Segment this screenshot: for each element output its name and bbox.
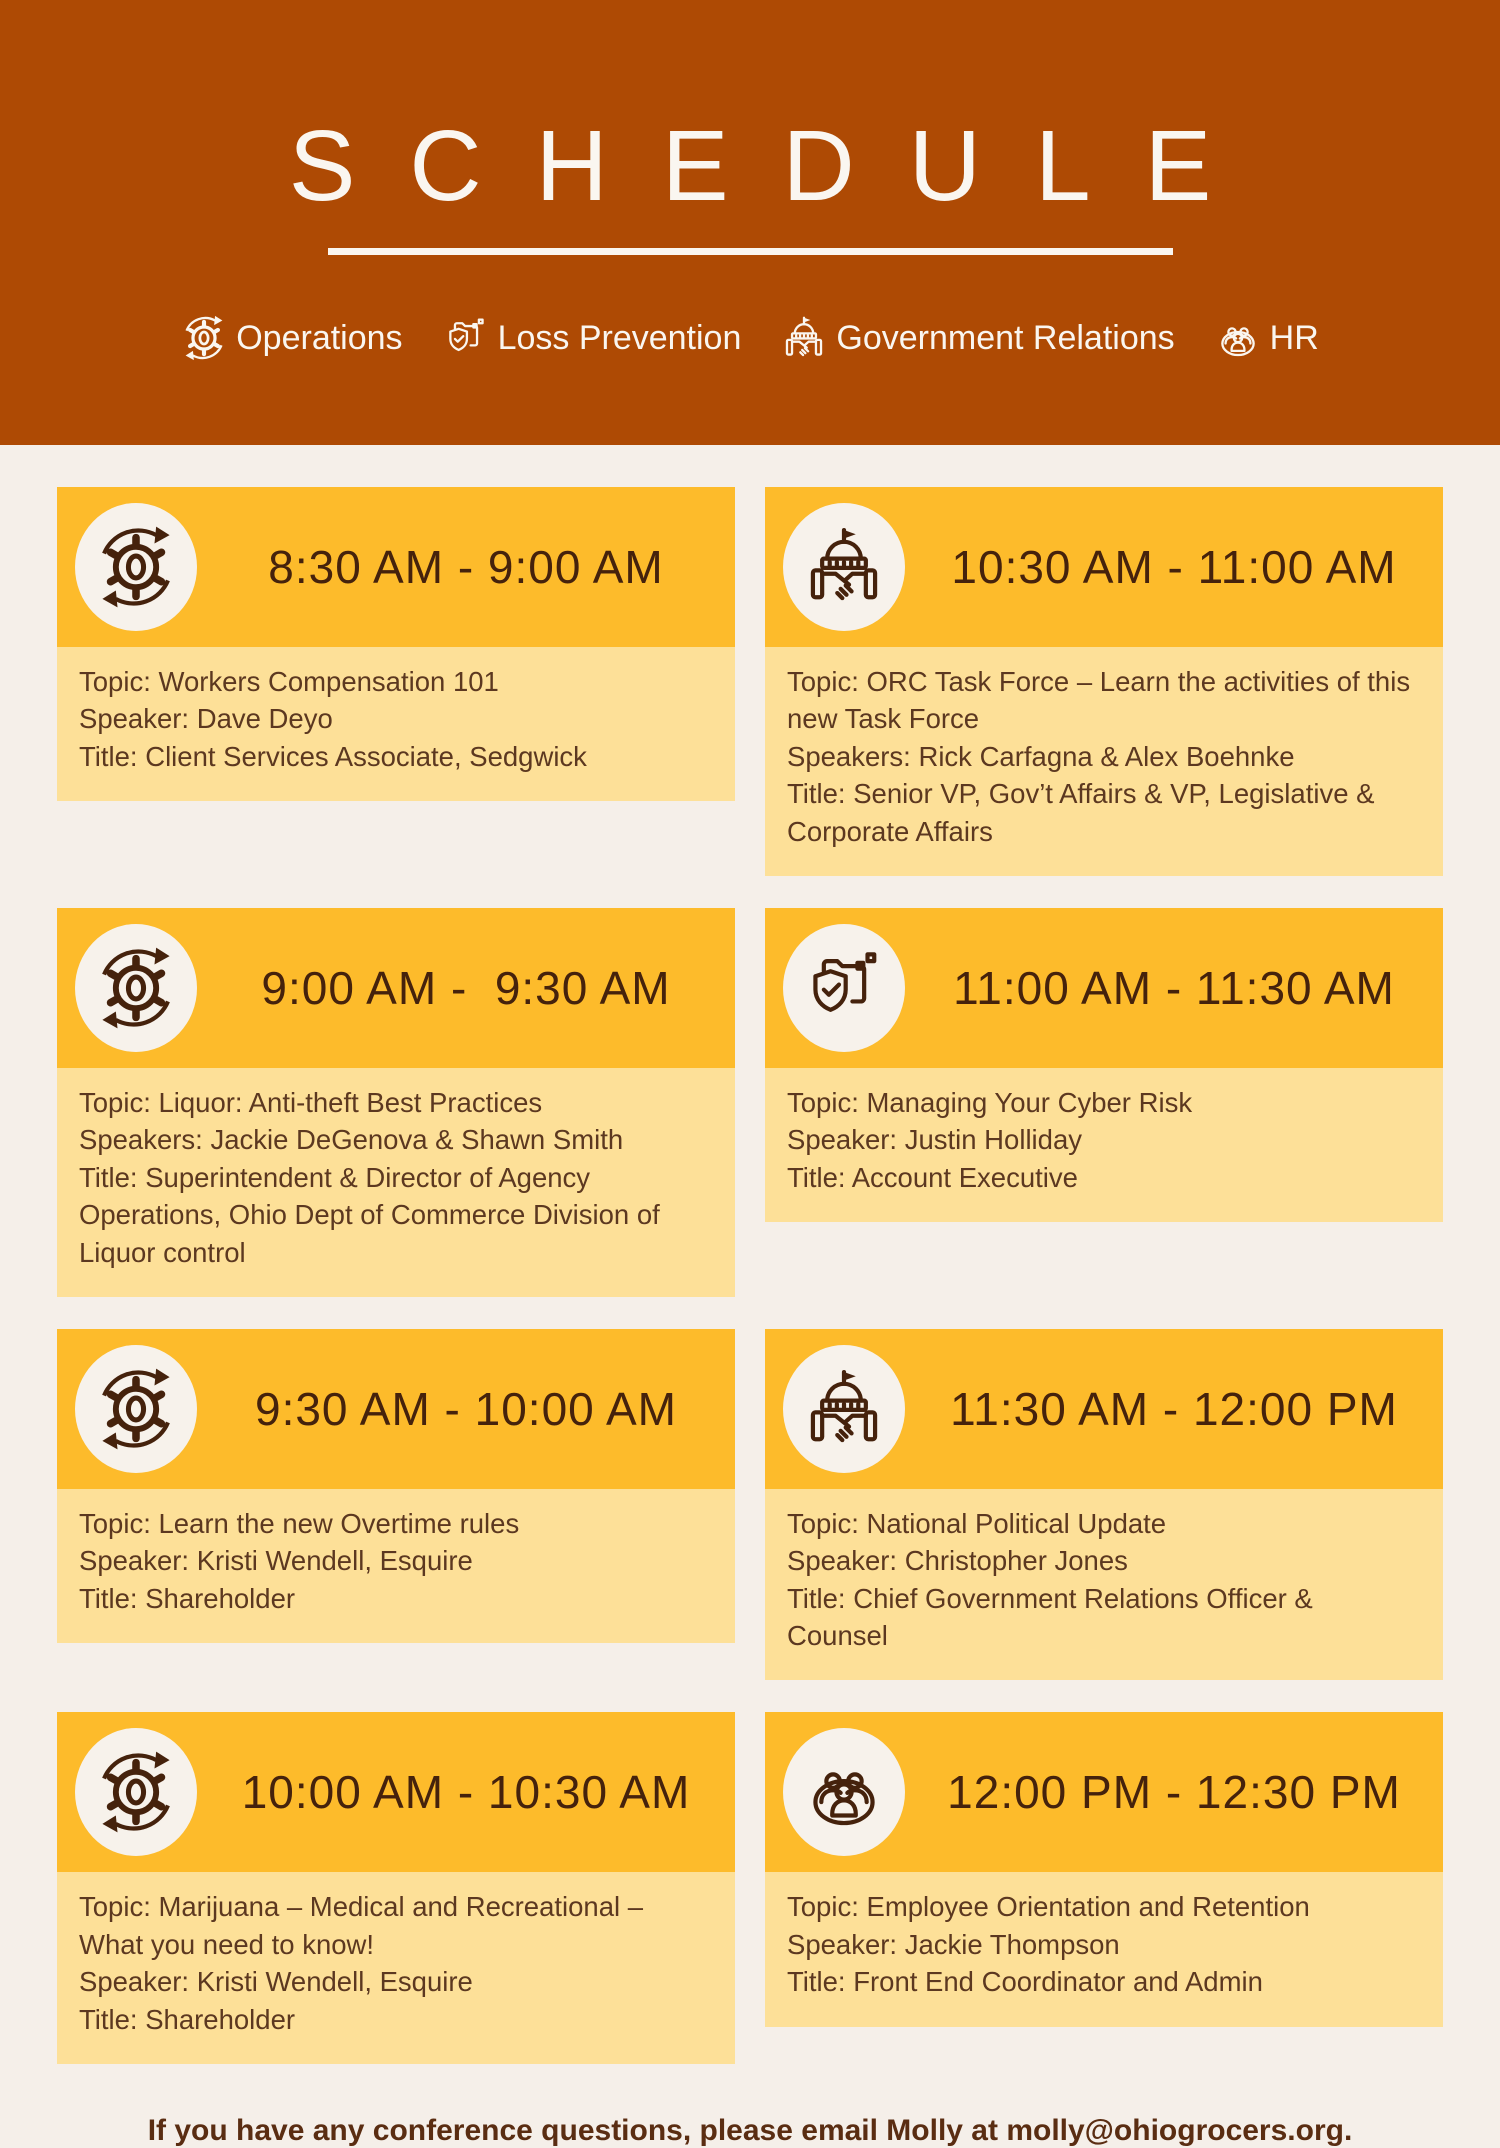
time-range: 8:30 AM - 9:00 AM <box>268 541 664 593</box>
session-topic: Topic: Workers Compensation 101 <box>79 666 499 697</box>
icon-badge <box>75 1728 197 1856</box>
icon-badge <box>783 924 905 1052</box>
card-header <box>765 908 1443 1068</box>
time-range: 10:00 AM - 10:30 AM <box>241 1766 691 1819</box>
card-header <box>57 908 735 1068</box>
legend-item-loss-prevention <box>443 315 742 361</box>
time-range: 12:00 PM - 12:30 PM <box>947 1766 1401 1819</box>
legend-item-hr <box>1215 315 1319 361</box>
session-speaker: Speaker: Kristi Wendell, Esquire <box>79 1966 473 1998</box>
legend-item-government-relations <box>781 315 1174 361</box>
session-topic: Topic: Managing Your Cyber Risk <box>787 1086 1193 1118</box>
session-title: Title: Client Services Associate, Sedgwick <box>79 740 587 772</box>
footer-note: If you have any conference questions, please email Molly at molly@ohiogrocers.org. <box>147 2114 1353 2148</box>
title-underline <box>328 248 1173 255</box>
government-relations-icon <box>802 525 886 609</box>
legend <box>181 315 1319 361</box>
card-body <box>765 1068 1443 1222</box>
card-body <box>57 647 735 801</box>
icon-badge <box>75 503 197 631</box>
legend-label: Government Relations <box>836 318 1175 357</box>
session-speaker: Speaker: Christopher Jones <box>787 1545 1128 1577</box>
legend-label: Operations <box>236 318 403 357</box>
session-card <box>765 1329 1443 1681</box>
session-title: Title: Senior VP, Gov’t Affairs & VP, Legislative & Corporate Affairs <box>787 778 1375 847</box>
card-header <box>765 1712 1443 1872</box>
government-relations-icon <box>802 1367 886 1451</box>
session-topic: Topic: ORC Task Force – Learn the activities of this new Task Force <box>787 666 1411 735</box>
time-range: 11:00 AM - 11:30 AM <box>953 961 1395 1014</box>
card-header <box>765 1329 1443 1489</box>
operations-icon <box>181 315 227 361</box>
session-card <box>765 487 1443 876</box>
legend-label: Loss Prevention <box>497 318 742 357</box>
session-card <box>57 487 735 801</box>
card-body <box>57 1489 735 1643</box>
session-topic: Topic: Employee Orientation and Retention <box>787 1891 1310 1923</box>
session-speaker: Speaker: Justin Holliday <box>787 1124 1083 1156</box>
session-speaker: Speaker: Jackie Thompson <box>787 1928 1120 1960</box>
loss-prevention-icon <box>802 946 886 1030</box>
session-title: Title: Account Executive <box>787 1161 1078 1193</box>
legend-label: HR <box>1269 318 1319 357</box>
legend-item-operations <box>181 315 402 361</box>
operations-icon <box>94 946 178 1030</box>
icon-badge <box>783 1345 905 1473</box>
time-range: 9:30 AM - 10:00 AM <box>254 1382 677 1435</box>
session-speaker: Speakers: Jackie DeGenova & Shawn Smith <box>79 1124 624 1156</box>
sessions-grid <box>0 445 1500 2064</box>
operations-icon <box>94 1750 178 1834</box>
session-card <box>765 908 1443 1222</box>
session-topic: Topic: Marijuana – Medical and Recreational – What you need to know! <box>79 1891 644 1960</box>
session-speaker: Speakers: Rick Carfagna & Alex Boehnke <box>787 740 1295 772</box>
time-range: 11:30 AM - 12:00 PM <box>950 1382 1398 1435</box>
hr-icon <box>802 1750 886 1834</box>
card-header <box>765 487 1443 647</box>
card-body <box>765 1489 1443 1681</box>
card-header <box>57 1329 735 1489</box>
session-topic: Topic: National Political Update <box>787 1507 1167 1539</box>
session-card <box>57 908 735 1297</box>
icon-badge <box>75 1345 197 1473</box>
card-body <box>765 647 1443 876</box>
government-relations-icon <box>781 315 827 361</box>
time-range: 10:30 AM - 11:00 AM <box>951 541 1397 593</box>
session-title: Title: Shareholder <box>79 1582 296 1614</box>
page-title: SCHEDULE <box>288 110 1266 222</box>
session-title: Title: Superintendent & Director of Agency Operations, Ohio Dept of Commerce Division of Liquor control <box>79 1161 660 1268</box>
session-title: Title: Front End Coordinator and Admin <box>787 1966 1263 1998</box>
hero-band <box>0 0 1500 445</box>
card-body <box>765 1872 1443 2026</box>
card-header <box>57 487 735 647</box>
session-topic: Topic: Liquor: Anti-theft Best Practices <box>79 1086 543 1118</box>
session-title: Title: Shareholder <box>79 2003 296 2035</box>
time-range: 9:00 AM - 9:30 AM <box>261 961 671 1014</box>
session-title: Title: Chief Government Relations Officer & Counsel <box>787 1582 1313 1652</box>
session-speaker: Speaker: Kristi Wendell, Esquire <box>79 1545 473 1577</box>
loss-prevention-icon <box>443 315 489 361</box>
hr-icon <box>1215 315 1261 361</box>
card-body <box>57 1068 735 1297</box>
icon-badge <box>783 1728 905 1856</box>
operations-icon <box>94 525 178 609</box>
icon-badge <box>75 924 197 1052</box>
session-card <box>57 1329 735 1643</box>
session-speaker: Speaker: Dave Deyo <box>79 703 333 735</box>
session-card <box>57 1712 735 2064</box>
card-body <box>57 1872 735 2064</box>
icon-badge <box>783 503 905 631</box>
operations-icon <box>94 1367 178 1451</box>
card-header <box>57 1712 735 1872</box>
session-card <box>765 1712 1443 2026</box>
session-topic: Topic: Learn the new Overtime rules <box>79 1507 520 1539</box>
